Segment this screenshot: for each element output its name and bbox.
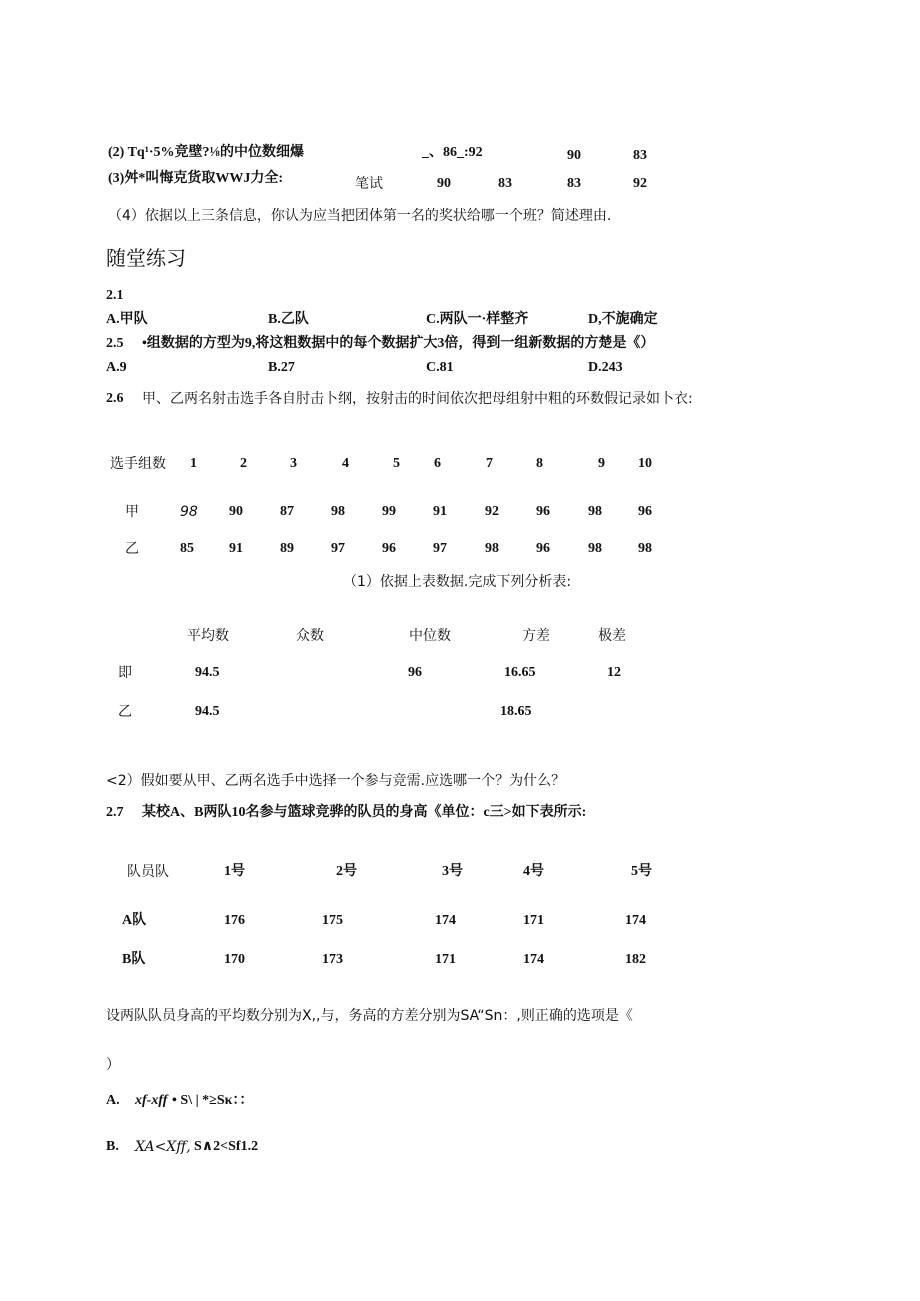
q27-rowB-4: 174 (523, 952, 544, 967)
q26-jia-9: 98 (588, 504, 602, 519)
q26-jia-7: 92 (485, 504, 499, 519)
line2-value-3: 83 (633, 148, 647, 163)
q26-jia-5: 99 (382, 504, 396, 519)
q26-yi-5: 96 (382, 541, 396, 556)
q27-rowB-1: 170 (224, 952, 245, 967)
q27-col-5: 5号 (631, 864, 652, 879)
analysis-row2-mean: 94.5 (195, 704, 220, 719)
analysis-row2-variance: 18.65 (500, 704, 532, 719)
q27-col-2: 2号 (336, 864, 357, 879)
q26-col-5: 5 (393, 456, 400, 471)
q26-jia-10: 96 (638, 504, 652, 519)
line2-value-2: 90 (567, 148, 581, 163)
q25-number: 2.5 (106, 336, 124, 351)
q27-number: 2.7 (106, 805, 124, 820)
q27-option-a-label: A. (106, 1093, 120, 1108)
line3-value-4: 83 (567, 176, 581, 191)
analysis-header-median: 中位数 (409, 628, 451, 644)
q26-col-6: 6 (434, 456, 441, 471)
q26-yi-3: 89 (280, 541, 294, 556)
q26-yi-7: 98 (485, 541, 499, 556)
q26-yi-4: 97 (331, 541, 345, 556)
q26-jia-6: 91 (433, 504, 447, 519)
analysis-header-mode: 众数 (296, 628, 324, 644)
q26-col-7: 7 (486, 456, 493, 471)
analysis-row1-median: 96 (408, 665, 422, 680)
line2-label: (2) Tq¹·5%竞壁?⅛的中位数细爆 (108, 145, 305, 160)
analysis-header-variance: 方差 (522, 628, 550, 644)
q26-table-header-label: 选手组数 (110, 456, 166, 472)
line3-label: (3)舛*叫悔克货取WWJ力全: (108, 171, 283, 186)
q27-option-b-math: XA<Xff, (135, 1139, 191, 1155)
q26-yi-1: 85 (180, 541, 194, 556)
analysis-row1-label: 即 (118, 665, 132, 681)
q26-col-10: 10 (638, 456, 652, 471)
q26-row-yi-label: 乙 (125, 541, 139, 557)
q27-option-b-label: B. (106, 1139, 119, 1154)
line3-value-3: 83 (498, 176, 512, 191)
q21-option-d: D,不旎确定 (588, 312, 658, 327)
q27-rowB-5: 182 (625, 952, 646, 967)
analysis-row2-label: 乙 (118, 704, 132, 720)
q26-col-3: 3 (290, 456, 297, 471)
q21-option-c: C.两队一·样整齐 (426, 312, 529, 327)
q26-sub1: （1）依据上表数据.完成下列分析表: (343, 574, 572, 590)
q27-rowA-5: 174 (625, 913, 646, 928)
q26-sub2: <2）假如要从甲、乙两名选手中选择一个参与竞需.应选哪一个？为什么？ (106, 773, 566, 789)
q26-jia-2: 90 (229, 504, 243, 519)
question-4: （4）依据以上三条信息，你认为应当把团体第一名的奖状给哪一个班？简述理由. (108, 208, 612, 224)
analysis-row1-range: 12 (607, 665, 621, 680)
q27-table-header-label: 队员队 (127, 864, 169, 880)
q27-rowB-3: 171 (435, 952, 456, 967)
analysis-row1-mean: 94.5 (195, 665, 220, 680)
q25-option-c: C.81 (426, 360, 454, 375)
q27-col-1: 1号 (224, 864, 245, 879)
q21-option-b: B.乙队 (268, 312, 309, 327)
line3-value-5: 92 (633, 176, 647, 191)
q26-col-1: 1 (190, 456, 197, 471)
q26-col-8: 8 (536, 456, 543, 471)
q25-option-b: B.27 (268, 360, 295, 375)
q27-col-4: 4号 (523, 864, 544, 879)
q26-row-jia-label: 甲 (125, 504, 139, 520)
q26-jia-4: 98 (331, 504, 345, 519)
q25-text: •组数据的方型为9,将这粗数据中的每个数据扩大3倍，得到一组新数据的方楚是《） (142, 336, 655, 351)
q26-yi-2: 91 (229, 541, 243, 556)
q26-yi-10: 98 (638, 541, 652, 556)
q26-jia-3: 87 (280, 504, 294, 519)
q26-jia-1: 98 (180, 504, 198, 520)
q27-stem: 设两队队员身高的平均数分别为X,,与，务高的方差分别为SA“Sn：,则正确的选项是《 (106, 1008, 633, 1024)
q26-yi-9: 98 (588, 541, 602, 556)
line2-value-1: _、86_:92 (422, 145, 483, 160)
q21-option-a: A.甲队 (106, 312, 148, 327)
q25-option-d: D.243 (588, 360, 623, 375)
q27-rowA-2: 175 (322, 913, 343, 928)
analysis-header-range: 极差 (598, 628, 626, 644)
analysis-row1-variance: 16.65 (504, 665, 536, 680)
q27-col-3: 3号 (442, 864, 463, 879)
q26-jia-8: 96 (536, 504, 550, 519)
q26-col-4: 4 (342, 456, 349, 471)
q26-col-2: 2 (240, 456, 247, 471)
q21-number: 2.1 (106, 288, 124, 303)
q27-rowA-1: 176 (224, 913, 245, 928)
q27-rowA-label: A队 (122, 913, 147, 928)
q27-rowB-label: B队 (122, 952, 146, 967)
q26-yi-8: 96 (536, 541, 550, 556)
q27-rowA-4: 171 (523, 913, 544, 928)
q27-option-a-math: xf-xff (135, 1093, 168, 1108)
q26-col-9: 9 (598, 456, 605, 471)
q27-stem-close: ） (106, 1057, 120, 1073)
analysis-header-mean: 平均数 (187, 628, 229, 644)
q26-number: 2.6 (106, 391, 124, 406)
q27-option-b-rest: S∧2<Sf1.2 (194, 1139, 259, 1154)
q26-text: 甲、乙两名射击选手各自肘击卜纲，按射击的时间依次把母组射中粗的环数假记录如卜衣: (142, 391, 693, 407)
q27-rowB-2: 173 (322, 952, 343, 967)
q25-option-a: A.9 (106, 360, 127, 375)
q27-option-a-rest: • S\ | *≥Sκ：： (172, 1093, 254, 1108)
line3-value-2: 90 (437, 176, 451, 191)
q27-text: 某校A、B两队10名参与篮球竞骅的队员的身高《单位：c三>如下表所示: (142, 805, 587, 820)
section-heading: 随堂练习 (106, 246, 186, 270)
q27-rowA-3: 174 (435, 913, 456, 928)
line3-value-1: 笔试 (355, 176, 383, 192)
q26-yi-6: 97 (433, 541, 447, 556)
